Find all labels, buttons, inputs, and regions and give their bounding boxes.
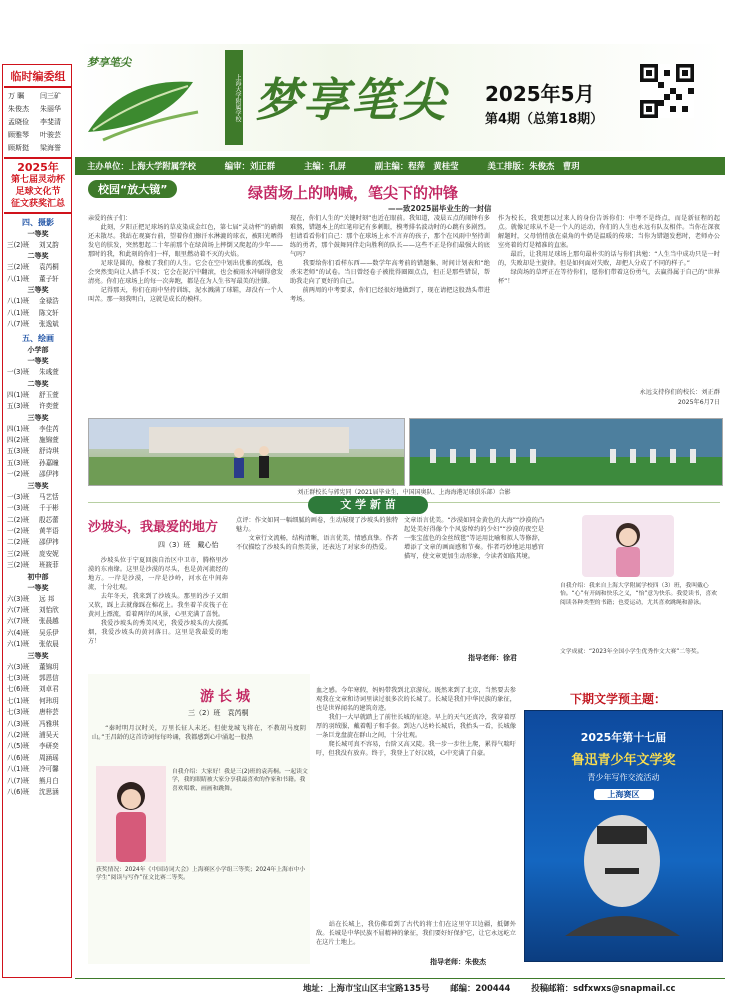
editor-name: 闫三矿 (40, 92, 61, 100)
award-class: 四(2)班 (7, 436, 30, 445)
award-class: 四(1)班 (7, 390, 30, 399)
award-level: 三等奖 (27, 651, 49, 660)
award-class: 六(3)班 (7, 594, 30, 603)
article2-body-2: 血之感。今年寒假，妈妈带我到北京游玩。既然来到了北京，当然要去参观我在文章和诗词里读过很多次的长城了。长城是我们中华民族的象征，也是世界闻名的建筑奇迹。 我们一大早就踏上了前往长城的征途。早上的天气还真冷，我穿着厚厚的羽绒服，戴着帽子和手套。到达八达岭长城后，我抬头一看，长城像一条巨龙盘旋在群山之间，十分壮观。 爬长城可真不容易，台阶又高又陡。我一步一步往上爬，累得气喘吁吁，但我没有放弃。终于，我登上了好汉坡，心中充满了自豪。 (316, 687, 516, 757)
award-title-line: 第七届灵动杯 (10, 175, 65, 185)
award-student: 董子轩 (39, 274, 59, 283)
letter-date: 2025年6月7日 (677, 399, 720, 406)
footer-address: 地址：上海市宝山区丰宝路135号 (303, 983, 430, 993)
poster-line-1: 2025年第十七届 (580, 731, 667, 744)
editor-name: 顾雅琴 (8, 131, 29, 139)
award-class: 一(2)班 (7, 470, 30, 479)
award-class: 八(2)班 (7, 731, 30, 739)
leaf-logo-icon (83, 72, 203, 142)
award-class: 八(7)班 (7, 320, 30, 329)
award-student: 舒诗琪 (39, 447, 59, 456)
award-student: 李佳芮 (39, 424, 59, 433)
award-class: 三(2)班 (7, 263, 30, 272)
award-student: 何玮玥 (39, 696, 59, 705)
award-student: 熊月白 (39, 776, 59, 785)
poster-line-3: 青少年写作交流活动 (587, 773, 660, 782)
author2-bio: 自我介绍：大家好！我是三(2)班的袁芮桐。一起读文学，我的眼睛被大家分享我最喜欢的作家和书籍。我喜欢唱歌、画画和跳舞。 (172, 769, 308, 792)
award-class: 八(6)班 (7, 753, 30, 762)
award-class: 八(1)班 (7, 297, 30, 306)
author1-award: 文学成就：“2023年全国小学生优秀作文大赛”二等奖。 (560, 649, 703, 655)
award-class: 六(4)班 (7, 628, 30, 637)
article1-teacher: 指导老师：徐君 (468, 654, 517, 662)
poster-place: 上海赛区 (594, 789, 654, 800)
article1-author: 四（3）班 戴心怡 (158, 541, 219, 549)
deputy-editors: 副主编：程萍 黄桂莹 (374, 161, 459, 171)
article1-title: 沙坡头，我最爱的地方 (88, 520, 219, 535)
article2-body-1: “秦时明月汉时关，万里长征人未还。但使龙城飞将在，不教胡马度阴山。”王昌龄的这首诗词每每吟诵，我都感到心中涌起一股热 (92, 725, 306, 741)
award-class: 五(3)班 (7, 447, 30, 456)
award-class: 七(1)班 (7, 696, 30, 705)
award-class: 三(2)班 (7, 241, 30, 249)
editor-name: 朱丽华 (40, 105, 61, 113)
award-student: 张依晨 (39, 640, 59, 649)
letter-column-1: 亲爱的孩子们： 此刻，夕阳正把足球场的草皮染成金红色，第七届“灵动杯”的硝烟还未散尽。我站在观赛台前，望着你们擦汗水淋漉的球衣，被阳光晒得发皂的肤发，突然想起二十年前那个在绿茵场上摔倒又爬起的少年——那时的我，和此刻的你们一样，眼里燃动着不灭的火焰。 足球是圆的，像极了我们的人生。它会在空中划出优雅的弧线，也会突然变向让人措手不及；它会在泥泞中翻滚，也会被雨水冲刷得愈发清亮。你们在球场上的每一次奔跑，都是在为人生书写最美的注脚。 记得那天，你们在雨中坚持训练，泥水溅满了球鞋，却没有一个人叫苦。那一刻我明白，这就是成长的模样。 (88, 215, 283, 303)
next-topic-title: 下期文学预主题： (570, 692, 667, 706)
award-level: 一等奖 (27, 230, 49, 238)
award-level: 一等奖 (27, 583, 49, 592)
paper-title: 梦享笔尖 (255, 73, 447, 127)
literature-banner: 文 学 新 苗 (308, 496, 428, 514)
award-student: 施锦萱 (39, 436, 59, 445)
reviewer: 编审：刘正群 (224, 161, 276, 171)
letter-column-2: 现在，你们人生的“关键时刻”也近在眼前。我知道，凌晨五点的闹钟有多难熬，错题本上的红笔印记有多刺眼，模考排名波动时的心跳有多剧烈。但请看看你们自己：那个在球场上永不言弃的孩子，那个在风雨中坚持训练的勇者，那个鼓舞同伴走向胜利的队长——这些不正是你们最强大的底气吗？ 我要给你们看样东西——数学年高考前的错题集、时间计划表和“绝杀宋老师”的试卷。当日曾经卷子被批得圈圈点点，但正是那些错误，帮助我走向了更好的自己。 前两周的中考要求，你们已经很好地做到了，现在请把这股劲头带进考场。 (290, 215, 490, 303)
award-student: 郭恩信 (39, 673, 59, 682)
award-level: 三等奖 (27, 286, 49, 295)
article2-teacher: 指导老师：朱俊杰 (430, 958, 486, 966)
award-student: 刘怡欣 (39, 605, 59, 614)
award-student: 唐梓芸 (39, 708, 59, 717)
award-student: 许奕萱 (39, 402, 59, 411)
award-student: 冯雅琪 (39, 719, 59, 728)
award-student: 邵伊祎 (39, 470, 59, 479)
building-icon (89, 419, 404, 485)
issue-date: 2025年5月 (485, 82, 595, 106)
award-class: 八(6)班 (7, 788, 30, 797)
award-student: 黄芊语 (39, 526, 59, 535)
award-category: 五、绘画 (22, 334, 54, 344)
football-field-photo (409, 418, 723, 486)
vertical-school-name: 上海大学附属学校 (225, 50, 243, 145)
author2-award: 获奖情况：2024年《中国诗词大会》上海赛区小学组三等奖；2024年上海市中小学生“阅读与写作”征文比赛二等奖。 (96, 867, 306, 882)
award-level: 初中部 (27, 572, 49, 581)
article2-title: 游长城 (200, 689, 254, 705)
sidebar-border (2, 64, 72, 978)
award-class: 三(2)班 (7, 549, 30, 558)
editorial-title: 临时编委组 (10, 70, 66, 83)
group-photo (88, 418, 405, 486)
award-student: 舒玉萱 (39, 390, 59, 399)
award-student: 邵伊祎 (39, 538, 59, 547)
award-class: 一(3)班 (7, 504, 30, 513)
sponsor: 主办单位：上海大学附属学校 (87, 161, 196, 171)
award-class: 八(1)班 (7, 765, 30, 774)
award-class: 四(1)班 (7, 424, 30, 433)
award-class: 七(3)班 (7, 673, 30, 682)
award-class: 一(3)班 (7, 368, 30, 377)
award-student: 千于彬 (39, 504, 59, 513)
footer-email: 投稿邮箱：sdfxwxs@snapmail.cc (531, 983, 676, 993)
award-student: 浦吴天 (39, 731, 59, 739)
footer-rule (75, 978, 725, 979)
award-class: 八(1)班 (7, 308, 30, 317)
award-class: 五(3)班 (7, 458, 30, 467)
award-class: 八(5)班 (7, 742, 30, 751)
editor-name: 李斐清 (40, 118, 61, 126)
award-level: 一等奖 (27, 357, 49, 366)
award-student: 马艺恬 (39, 492, 59, 501)
publication-info-bar (75, 157, 725, 175)
award-class: 六(1)班 (7, 640, 30, 649)
award-student: 班筱菲 (39, 561, 59, 570)
editor-name: 叶骏芸 (40, 131, 61, 139)
award-student: 刘卓君 (39, 685, 59, 694)
girl-portrait-icon (582, 515, 674, 577)
award-student: 陈文轩 (39, 308, 59, 317)
award-student: 董锦玥 (39, 662, 59, 671)
award-class: 八(3)班 (7, 719, 30, 728)
editor-name: 朱俊杰 (8, 105, 29, 113)
award-level: 二等奖 (27, 252, 49, 261)
award-student: 冷可馨 (39, 765, 59, 774)
award-student: 远 邦 (39, 594, 55, 603)
award-student: 金禄浩 (39, 297, 59, 306)
award-class: 六(7)班 (7, 617, 30, 626)
editor-name: 万 瞩 (8, 92, 25, 100)
article1-body: 沙坡头位于宁夏回族自治区中卫市，腾格里沙漠的东南缘。这里是沙漠的尽头，也是黄河流经的地方。一岸是沙漠，一岸是沙岭，河水在中间奔流，十分壮观。 去年冬天，我来到了沙坡头。那里的沙子又细又软，踩上去就像踩在棉花上。我坐着羊皮筏子在黄河上漂流，看着两岸的风景，心里充满了喜悦。 我爱沙坡头的秀美风光，我爱沙坡头的大漠孤烟，我爱沙坡头的黄河落日。这里是我最爱的地方！ (88, 557, 228, 645)
article1-profile-text: 文章语言优美。“沙漠如同金黄色的大海”“沙漠的凸起处美好得像个个风姿绰约的少妇”“沙漠的夜空是一张宝蓝色的金丝绒毯”等运用比喻和拟人等修辞，增添了文章的画面感和节奏。作者巧妙地运用感官描写，使文章更加生动形象，令读者如临其境。 (404, 517, 544, 560)
award-class: 五(3)班 (7, 402, 30, 411)
author1-bio: 自我介绍：我来自上海大学附属学校四（3）班，我叫戴心怡。“心”有开阔和快乐之义，“怡”意为快乐。我爱读书，喜欢阅读各种类型的书籍；也爱运动，尤其喜欢跳绳和游泳。 (560, 583, 717, 606)
letter-signature: 永远支持你们的校长：刘正群 (639, 389, 720, 396)
next-topic-poster (524, 710, 723, 962)
award-level: 小学部 (27, 346, 49, 355)
award-class: 一(3)班 (7, 492, 30, 501)
award-student: 张晨越 (39, 617, 59, 626)
award-student: 庞安妮 (39, 549, 59, 558)
award-class: 六(7)班 (7, 605, 30, 614)
letter-headline: 绿茵场上的呐喊，笔尖下的冲锋 (248, 184, 459, 202)
chief-editor: 主编：孔屏 (303, 161, 346, 171)
logo-text: 梦享笔尖 (87, 56, 131, 69)
award-class: 一(2)班 (7, 526, 30, 535)
letter-subhead: ——致2025届毕业生的一封信 (388, 204, 492, 213)
masthead (75, 44, 725, 151)
award-level: 三等奖 (27, 481, 49, 490)
award-student: 沈思涵 (39, 788, 59, 797)
award-title-line: 2025年 (17, 161, 59, 174)
footer (75, 980, 725, 996)
letter-column-3: 作为校长，我更想以过来人的身份告诉你们：中考不是终点，而是新征程的起点。就像足球从不是一个人的运动，你们的人生也永远有队友相伴。当你在深夜解题时，父母悄悄放在桌角的牛奶是温暖的传球；当你为错题发愁时，老师办公室亮着的灯是精准的直塞。 最后，让我用足球场上那句最朴实的话与你们共勉：“人生当中成功只是一时的，失败却是主旋律。但是如何面对失败，却把人分成了不同的样子。” 绿茵场的草坪正在等待你们，愿你们带着这份勇气，去赢得属于自己的“世界杯”！ (498, 215, 720, 285)
editor-name: 顾斯挺 (8, 144, 29, 152)
award-student: 殷芯蕾 (39, 515, 59, 524)
award-student: 周涵瑶 (39, 753, 59, 762)
award-class: 六(3)班 (7, 662, 30, 671)
stadium-icon (410, 419, 722, 485)
award-student: 李研奕 (39, 742, 59, 751)
article1-comment: 点评：作文如同一幅细腻的画卷，生动展现了沙坡头的独特魅力。 文章行文流畅，结构清晰，语言优美，情感真挚。作者不仅描绘了沙坡头的自然美景，还表达了对家乡的热爱。 (236, 517, 398, 551)
award-class: 三(2)班 (7, 561, 30, 570)
award-class: 七(6)班 (7, 685, 30, 694)
qr-code-icon (640, 64, 694, 118)
award-student: 张逸斌 (39, 320, 59, 329)
award-class: 八(1)班 (7, 274, 30, 283)
photo-caption: 刘正群校长与郭宪同（2021届毕业生，中国国奥队、上海海港足球俱乐部）合影 (297, 489, 511, 496)
article2-body-3: 站在长城上，我仿佛看到了古代的将士们在这里守卫边疆，抵御外敌。长城是中华民族不屈精神的象征，我们要好好保护它，让它永远屹立在这片土地上。 (316, 921, 516, 946)
award-title-line: 足球文化节 (15, 187, 61, 197)
girl-portrait-icon (96, 766, 166, 862)
award-level: 二等奖 (27, 379, 49, 388)
author1-photo (582, 515, 674, 577)
poster-line-2: 鲁迅青少年文学奖 (571, 753, 676, 768)
footer-postcode: 邮编：200444 (450, 983, 511, 993)
award-class: 二(2)班 (7, 515, 30, 524)
issue-number: 第4期（总第18期） (485, 112, 604, 127)
editor-name: 梁海誉 (40, 144, 61, 152)
award-student: 朱彧萱 (39, 368, 59, 377)
article2-author: 三（2）班 袁芮桐 (188, 709, 249, 717)
award-student: 孙嘉瞳 (39, 458, 59, 467)
luxun-portrait-icon (525, 806, 720, 936)
campus-badge: 校园“放大镜” (88, 180, 177, 198)
award-class: 七(3)班 (7, 708, 30, 717)
award-student: 吴乐伊 (39, 628, 59, 637)
designers: 美工排版：朱俊杰 曹玥 (487, 161, 580, 171)
award-class: 二(2)班 (7, 538, 30, 547)
editor-name: 孟晓俭 (8, 118, 29, 126)
award-student: 袁芮桐 (39, 263, 59, 272)
award-category: 四、摄影 (22, 218, 54, 227)
award-title-line: 征文获奖汇总 (10, 199, 65, 209)
award-student: 刘又韵 (39, 241, 59, 249)
award-class: 八(7)班 (7, 776, 30, 785)
author2-photo (96, 766, 166, 862)
award-level: 三等奖 (27, 413, 49, 422)
